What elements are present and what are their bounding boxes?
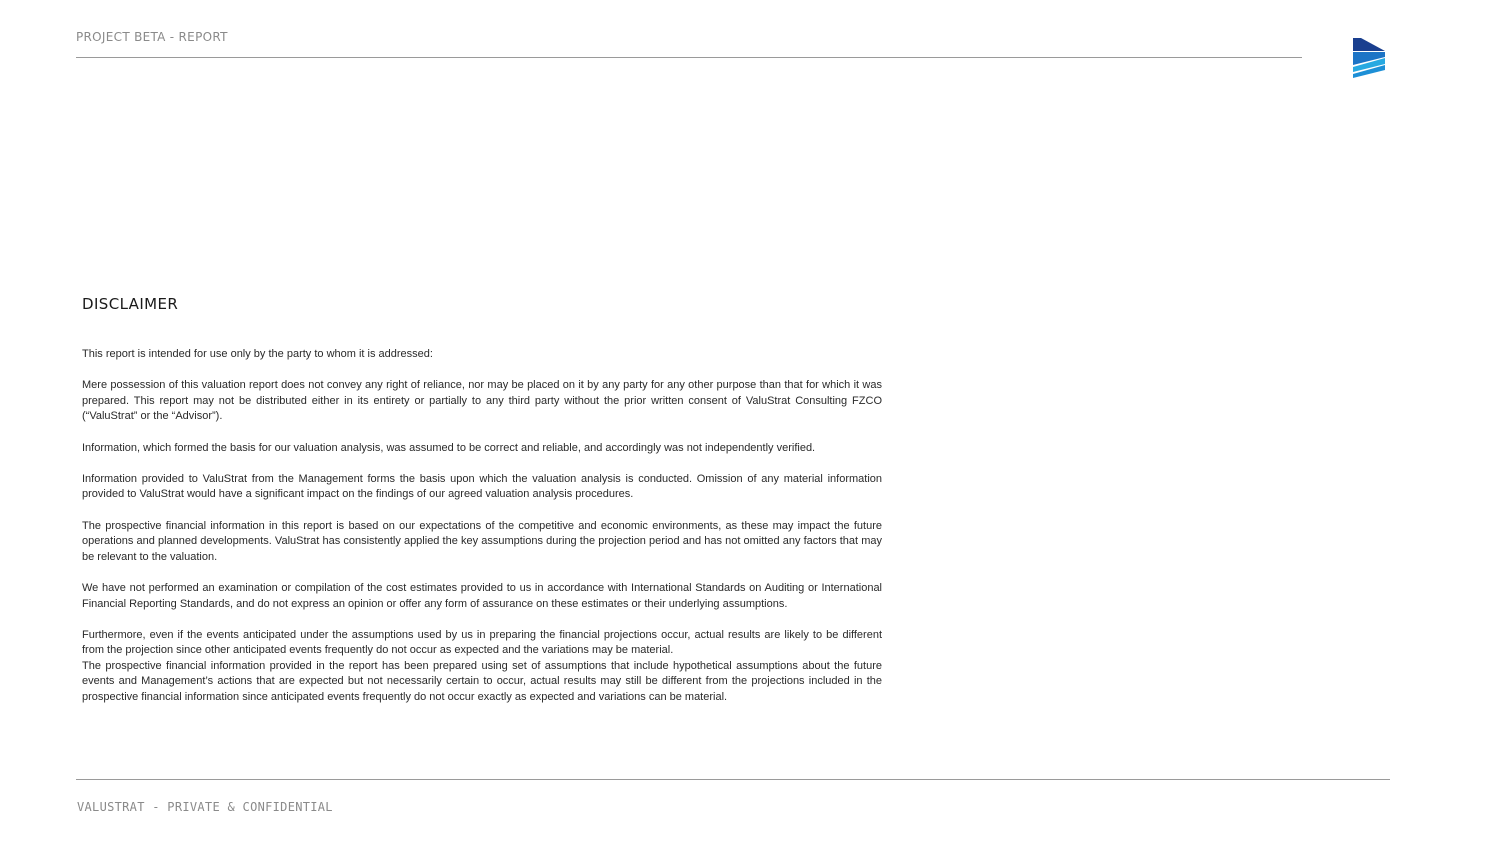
disclaimer-paragraph: Furthermore, even if the events anticipated under the assumptions used by us in preparing the financial projections occur, actual results are likely to be different from the projection since other anticipated events frequently do not occur as expected and the variations may be material. <box>82 628 882 657</box>
disclaimer-paragraph: The prospective financial information provided in the report has been prepared using set of assumptions that include hypothetical assumptions about the future events and Management’s actions that are expected but not necessarily certain to occur, actual results may still be different from the projections included in the prospective financial information since anticipated events frequently do not occur exactly as expected and variations can be material. <box>82 659 882 704</box>
confidentiality-footer: VALUSTRAT - PRIVATE & CONFIDENTIAL <box>77 800 333 814</box>
disclaimer-paragraph: We have not performed an examination or compilation of the cost estimates provided to us in accordance with International Standards on Auditing or International Financial Reporting Standards, and do not express an opinion or offer any form of assurance on these estimates or their underlying assumptions. <box>82 581 882 610</box>
header-divider <box>76 57 1302 58</box>
disclaimer-paragraph: Information, which formed the basis for our valuation analysis, was assumed to be correct and reliable, and accordingly was not independently verified. <box>82 441 816 454</box>
disclaimer-paragraph: Information provided to ValuStrat from the Management forms the basis upon which the valuation analysis is conducted. Omission of any material information provided to ValuStrat would have a significant impact on the findings of our agreed valuation analysis procedures. <box>82 472 882 501</box>
valustrat-logo-icon <box>1350 37 1388 79</box>
footer-divider <box>76 779 1390 780</box>
disclaimer-paragraph: The prospective financial information in this report is based on our expectations of the competitive and economic environments, as these may impact the future operations and planned developments. ValuStrat has consistently applied the key assumptions during the projection period and has not omitted any factors that may be relevant to the valuation. <box>82 519 882 563</box>
logo-stripe-top <box>1353 38 1385 51</box>
disclaimer-paragraph: This report is intended for use only by the party to whom it is addressed: <box>82 348 433 360</box>
report-header-title: PROJECT BETA - REPORT <box>76 30 228 44</box>
disclaimer-paragraph: Mere possession of this valuation report does not convey any right of reliance, nor may be placed on it by any party for any other purpose than that for which it was prepared. This report may not be distributed either in its entirety or partially to any third party without the prior written consent of ValuStrat Consulting FZCO (“ValuStrat” or the “Advisor”). <box>82 379 882 423</box>
disclaimer-body <box>82 347 882 706</box>
disclaimer-title: DISCLAIMER <box>82 295 179 313</box>
